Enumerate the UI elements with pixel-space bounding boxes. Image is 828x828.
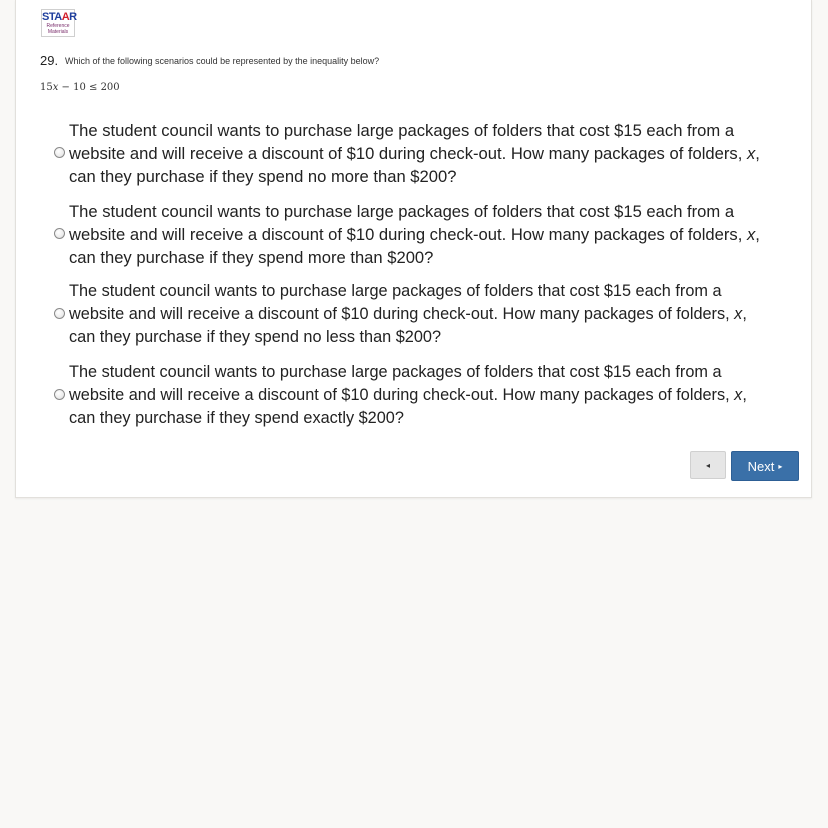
option-variable: x [734,386,743,404]
logo-wordmark [42,11,77,23]
answer-option-text [69,361,769,430]
answer-option-text [69,119,769,188]
option-text-part: , can they purchase if they spend more than $200? [69,225,760,267]
option-text-part: The student council wants to purchase large packages of folders that cost $15 each from a website and will receive a discount of $10 during check-out. How many packages of folders, [69,282,735,323]
answer-option-b[interactable] [52,200,772,270]
option-text-part: The student council wants to purchase large packages of folders that cost $15 each from a website and will receive a discount of $10 during check-out. How many packages of folders, [69,363,735,404]
logo-wordmark-right: R [69,11,77,23]
answer-option-text [69,200,769,269]
option-text-part: , can they purchase if they spend no less than $200? [69,305,747,346]
inequality-variable: x [52,82,59,93]
staar-reference-materials-logo[interactable] [41,9,75,37]
answer-option-c[interactable] [52,280,772,350]
radio-button-a[interactable] [54,147,65,158]
inequality-coefficient: 15 [40,82,53,93]
inequality-remainder: − 10 ≤ 200 [58,82,120,93]
question-card [15,0,812,498]
radio-button-b[interactable] [54,228,65,239]
answer-option-a[interactable] [52,119,772,189]
option-variable: x [746,225,756,244]
radio-button-d[interactable] [54,389,65,400]
next-button[interactable] [731,451,799,481]
option-text-part: , can they purchase if they spend exactly $200? [69,386,747,427]
previous-button[interactable] [690,451,726,479]
next-button-label: Next [747,458,775,474]
next-arrow-icon: ▸ [778,461,783,471]
answer-option-d[interactable] [52,361,772,431]
option-text-part: , can they purchase if they spend no more than $200? [69,144,760,186]
option-text-part: The student council wants to purchase large packages of folders that cost $15 each from a website and will receive a discount of $10 during check-out. How many packages of folders, [69,202,747,244]
question-number: 29. [40,53,59,68]
inequality [40,82,120,93]
option-text-part: The student council wants to purchase large packages of folders that cost $15 each from a website and will receive a discount of $10 during check-out. How many packages of folders, [69,121,747,163]
option-variable: x [746,144,756,163]
logo-subtitle-line1: Reference [46,23,70,29]
radio-button-c[interactable] [54,308,65,319]
logo-wordmark-left: STA [42,11,62,23]
answer-option-text [69,280,769,349]
logo-subtitle-line2: Materials [47,29,69,35]
question-prompt: Which of the following scenarios could be represented by the inequality below? [65,56,380,66]
previous-arrow-icon: ◂ [705,460,710,470]
logo-wordmark-a: A [61,11,70,23]
option-variable: x [734,305,743,323]
